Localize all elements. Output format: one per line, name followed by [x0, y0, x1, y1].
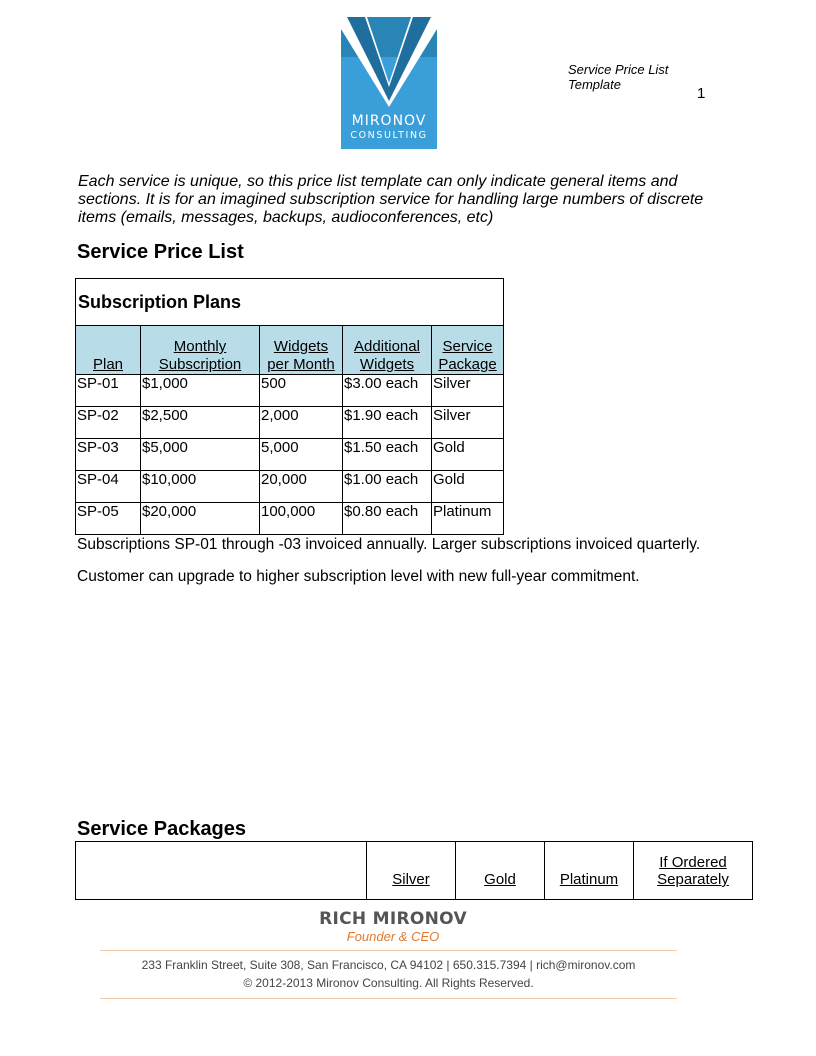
- cell-widgets: 20,000: [260, 471, 343, 503]
- column-header-blank: [76, 842, 367, 900]
- column-header-if-ordered-separately: If Ordered Separately: [634, 842, 753, 900]
- table-row: [76, 471, 504, 503]
- table-header-row: [76, 842, 753, 900]
- cell-plan: SP-03: [76, 439, 141, 471]
- logo-text-mironov: MIRONOV: [351, 113, 427, 129]
- cell-plan: SP-04: [76, 471, 141, 503]
- footer-role: Founder & CEO: [346, 929, 440, 944]
- cell-package: Gold: [432, 471, 504, 503]
- cell-additional: $1.50 each: [343, 439, 432, 471]
- cell-monthly: $20,000: [141, 503, 260, 535]
- cell-additional: $1.90 each: [343, 407, 432, 439]
- table-row: [76, 439, 504, 471]
- intro-paragraph: Each service is unique, so this price list template can only indicate general items and sections. It is for an imagined subscription service for handling large numbers of discrete items (emails, messages, backups, audioconferences, etc): [78, 173, 704, 226]
- footer-divider-top: [100, 950, 677, 951]
- table-row: [76, 407, 504, 439]
- footer-address: 233 Franklin Street, Suite 308, San Francisco, CA 94102 | 650.315.7394 | rich@mironov.com: [141, 958, 636, 972]
- cell-package: Gold: [432, 439, 504, 471]
- column-header-widgets-per-month: Widgets per Month: [260, 326, 343, 375]
- cell-widgets: 100,000: [260, 503, 343, 535]
- cell-monthly: $2,500: [141, 407, 260, 439]
- footer-name: RICH MIRONOV: [319, 909, 467, 929]
- column-header-monthly-subscription: Monthly Subscription: [141, 326, 260, 375]
- cell-package: Silver: [432, 407, 504, 439]
- document-title: Service Price List Template: [568, 62, 669, 92]
- service-packages-table: [75, 841, 753, 900]
- cell-monthly: $1,000: [141, 375, 260, 407]
- cell-additional: $1.00 each: [343, 471, 432, 503]
- page-number: 1: [697, 85, 706, 102]
- column-header-plan: Plan: [76, 326, 141, 375]
- subscription-plans-table: [75, 278, 504, 535]
- company-logo: [341, 17, 437, 149]
- column-header-platinum: Platinum: [545, 842, 634, 900]
- invoice-note: Subscriptions SP-01 through -03 invoiced annually. Larger subscriptions invoiced quarterly.: [77, 536, 701, 553]
- logo-text-consulting: CONSULTING: [350, 130, 428, 141]
- column-header-additional-widgets: Additional Widgets: [343, 326, 432, 375]
- cell-widgets: 5,000: [260, 439, 343, 471]
- cell-additional: $3.00 each: [343, 375, 432, 407]
- upgrade-note: Customer can upgrade to higher subscription level with new full-year commitment.: [77, 568, 640, 585]
- cell-monthly: $10,000: [141, 471, 260, 503]
- service-packages-heading: Service Packages: [77, 818, 247, 840]
- table-row: [76, 375, 504, 407]
- footer-copyright: © 2012-2013 Mironov Consulting. All Rights Reserved.: [243, 976, 534, 990]
- table-caption: Subscription Plans: [76, 279, 504, 326]
- cell-plan: SP-01: [76, 375, 141, 407]
- cell-package: Platinum: [432, 503, 504, 535]
- cell-monthly: $5,000: [141, 439, 260, 471]
- cell-additional: $0.80 each: [343, 503, 432, 535]
- cell-widgets: 500: [260, 375, 343, 407]
- cell-package: Silver: [432, 375, 504, 407]
- column-header-gold: Gold: [456, 842, 545, 900]
- table-header-row: [76, 326, 504, 375]
- column-header-silver: Silver: [367, 842, 456, 900]
- cell-widgets: 2,000: [260, 407, 343, 439]
- table-caption-row: [76, 279, 504, 326]
- table-row: [76, 503, 504, 535]
- column-header-service-package: Service Package: [432, 326, 504, 375]
- cell-plan: SP-02: [76, 407, 141, 439]
- cell-plan: SP-05: [76, 503, 141, 535]
- footer-divider-bottom: [100, 998, 677, 999]
- page-heading: Service Price List: [77, 241, 244, 263]
